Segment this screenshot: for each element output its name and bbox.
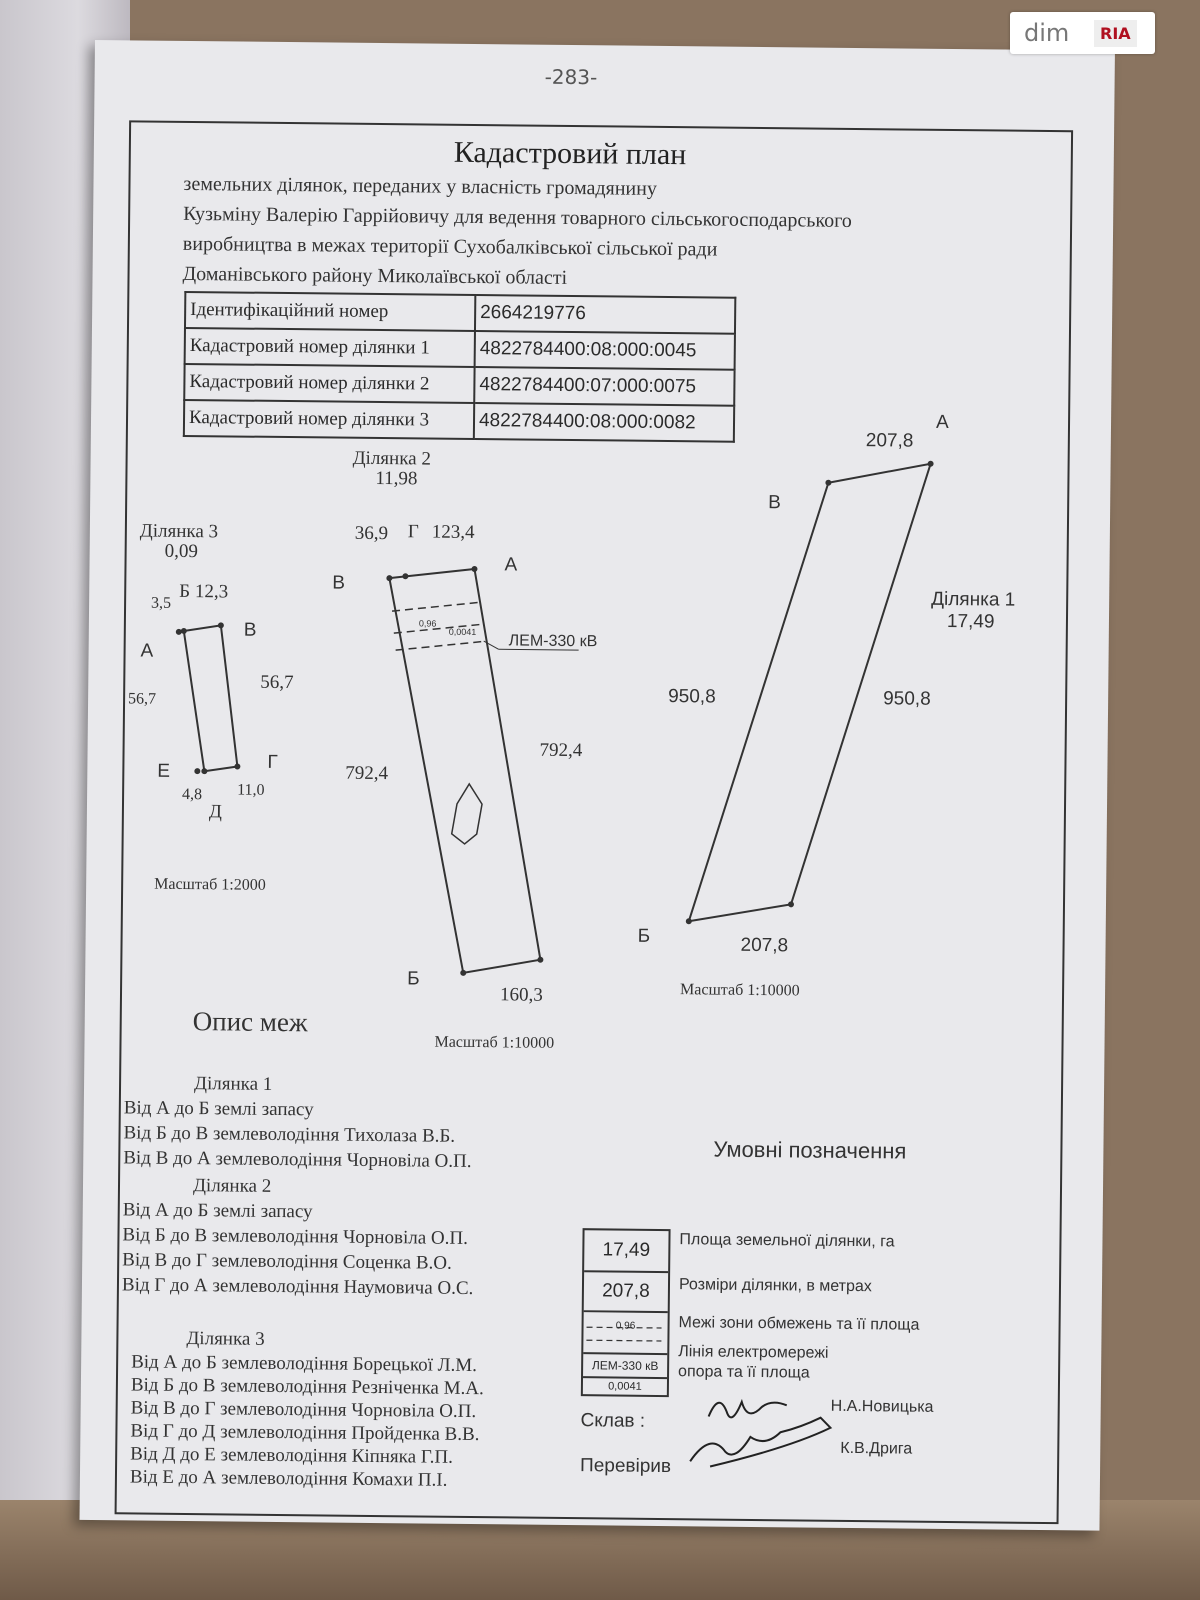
plot2-label: Б: [407, 968, 420, 990]
watermark-ria-logo: RIA: [1094, 20, 1137, 47]
plot3-label: Б 12,3: [179, 580, 229, 603]
subtitle-line: виробництва в межах території Сухобалківської сільської ради: [182, 232, 718, 261]
plot2-zone-area: 0,96: [418, 618, 437, 629]
plot1-vertex: [788, 901, 794, 907]
plot2-power-line: ЛЕМ-330 кВ: [508, 632, 598, 651]
plot1-label: 207,8: [865, 430, 914, 452]
boundaries-section: [130, 1350, 484, 1492]
plot2-label: 36,9: [354, 522, 389, 545]
table-value: 4822784400:07:000:0075: [474, 367, 734, 406]
plot3-label: В: [243, 619, 257, 641]
watermark-dim: dim: [1024, 19, 1070, 47]
power-line-leader: [484, 641, 499, 649]
legend-item: Межі зони обмежень та її площа: [678, 1314, 920, 1334]
boundary-line: Від В до Г землеволодіння Соценка В.О.: [122, 1249, 452, 1274]
plot3-label: 11,0: [237, 781, 265, 799]
plot2-vertex: [402, 573, 408, 579]
plot2-zone-line: [392, 601, 482, 612]
plot2-vertex: [471, 566, 477, 572]
boundaries-section: [123, 1095, 472, 1174]
plot3-vertex: [234, 763, 240, 769]
legend-item: Лінія електромережі: [678, 1343, 829, 1362]
boundaries-section-title: Ділянка 2: [192, 1175, 272, 1197]
plot2-area: 11,98: [375, 467, 418, 490]
plot3-vertex: [181, 628, 187, 634]
plot1-name: Ділянка 1: [931, 588, 1016, 611]
subtitle-line: земельних ділянок, переданих у власність громадянину: [183, 172, 658, 200]
boundary-line: Від В до А землеволодіння Чорновіла О.П.: [123, 1147, 472, 1173]
boundary-line: Від В до Г землеволодіння Чорновіла О.П.: [130, 1397, 477, 1423]
plot3-label: Е: [157, 760, 171, 782]
legend-item: Розміри ділянки, в метрах: [678, 1276, 872, 1296]
legend-zone-sample: 0,96: [583, 1312, 667, 1355]
boundary-line: Від Г до Д землеволодіння Пройденка В.В.: [130, 1420, 480, 1446]
plot2-scale: Масштаб 1:10000: [434, 1033, 555, 1052]
plot3-scale: Масштаб 1:2000: [154, 875, 266, 894]
boundaries-title: Опис меж: [192, 1006, 308, 1038]
plot3-label: Г: [267, 751, 278, 773]
plot3-label: 3,5: [151, 594, 172, 612]
table-value: 4822784400:08:000:0082: [474, 403, 734, 442]
plot3-outline: [182, 625, 239, 772]
boundaries-section: [122, 1197, 474, 1301]
plot2-label: 123,4: [431, 521, 475, 544]
plot2-label: 792,4: [345, 762, 389, 785]
plot1-scale: Масштаб 1:10000: [679, 981, 800, 1000]
table-key: Ідентифікаційний номер: [185, 292, 475, 331]
document-page: [80, 40, 1115, 1531]
legend-area-sample: 17,49: [584, 1230, 668, 1273]
plot2-label: Г: [407, 521, 419, 543]
boundary-line: Від Б до В землеволодіння Тихолаза В.Б.: [123, 1122, 456, 1147]
legend-samples: [581, 1228, 671, 1397]
plot1-label: 950,8: [668, 686, 716, 708]
legend-pole-sample: 0,0041: [608, 1380, 642, 1393]
boundary-line: Від А до Б землі запасу: [122, 1199, 313, 1223]
plot3-area: 0,09: [164, 540, 199, 563]
legend-item: опора та її площа: [677, 1363, 810, 1382]
boundary-line: Від Д до Е землеволодіння Кіпняка Г.П.: [130, 1443, 454, 1468]
boundaries-section-title: Ділянка 1: [193, 1073, 273, 1095]
plot3-label: 4,8: [182, 785, 203, 804]
plot2-label: 160,3: [499, 984, 543, 1006]
plot3-vertex: [194, 768, 200, 774]
plot2-pole-area: 0,0041: [448, 626, 477, 638]
plot2-label: А: [504, 554, 518, 576]
table-key: Кадастровий номер ділянки 2: [184, 364, 474, 403]
plot3-vertex: [201, 768, 207, 774]
plot2-zone-line: [396, 640, 487, 651]
plot3-name: Ділянка 3: [139, 520, 219, 543]
boundary-line: Від А до Б землеволодіння Борецької Л.М.: [131, 1351, 478, 1377]
plot1-vertex: [686, 918, 692, 924]
signature-dryha: [690, 1416, 831, 1467]
boundary-line: Від Б до В землеволодіння Чорновіла О.П.: [122, 1224, 469, 1249]
signature-novytska: [709, 1402, 787, 1418]
table-key: Кадастровий номер ділянки 3: [184, 400, 474, 439]
table-value: 4822784400:08:000:0045: [475, 331, 735, 370]
plot2-label: В: [332, 572, 346, 594]
boundary-line: Від А до Б землі запасу: [123, 1097, 314, 1121]
plot1-label: В: [768, 492, 781, 514]
plot1-label: 207,8: [740, 934, 789, 957]
boundary-line: Від Е до А землеволодіння Комахи П.І.: [129, 1466, 448, 1491]
plot2-vertex: [386, 575, 392, 581]
plot1-label: 950,8: [883, 688, 931, 710]
compiled-name: Н.А.Новицька: [830, 1397, 934, 1416]
plot1-area: 17,49: [946, 610, 995, 633]
plot1-vertex: [928, 461, 934, 467]
plot1-label: А: [935, 411, 949, 433]
checked-label: Перевірив: [579, 1455, 672, 1478]
plot2-label: 792,4: [539, 739, 583, 762]
plot3-label: 56,7: [260, 671, 294, 694]
legend-line-sample-label: ЛЕМ-330 кВ: [583, 1354, 667, 1379]
legend-title: Умовні позначення: [713, 1136, 907, 1164]
plot3-label: 56,7: [128, 690, 157, 708]
page-title: Кадастровий план: [453, 135, 687, 172]
dimria-watermark: [1010, 12, 1155, 54]
legend-item: Площа земельної ділянки, га: [679, 1231, 895, 1251]
plot2-name: Ділянка 2: [352, 447, 432, 470]
table-value: 2664219776: [475, 295, 735, 334]
subtitle-line: Доманівського району Миколаївської області: [182, 262, 568, 289]
page-number: -283-: [544, 64, 598, 90]
plot2-vertex: [460, 970, 466, 976]
compiled-label: Склав :: [580, 1410, 646, 1432]
boundaries-section-title: Ділянка 3: [186, 1328, 265, 1350]
boundary-line: Від Г до А землеволодіння Наумовича О.С.: [121, 1274, 474, 1300]
legend-size-sample: 207,8: [584, 1272, 668, 1313]
plot1-label: Б: [637, 925, 651, 947]
checked-name: К.В.Дрига: [840, 1439, 913, 1458]
plot2-water-symbol: [452, 784, 483, 844]
subtitle-line: Кузьміну Валерію Гаррійовичу для ведення товарного сільськогосподарського: [183, 202, 852, 232]
table-key: Кадастровий номер ділянки 1: [185, 328, 475, 367]
boundary-line: Від Б до В землеволодіння Резніченка М.А.: [130, 1374, 484, 1400]
plot3-label: А: [140, 640, 154, 662]
plot2-vertex: [537, 957, 543, 963]
plot3-vertex: [218, 622, 224, 628]
plot3-label: Д: [208, 801, 223, 823]
plot1-vertex: [825, 480, 831, 486]
plot3-vertex: [176, 629, 182, 635]
